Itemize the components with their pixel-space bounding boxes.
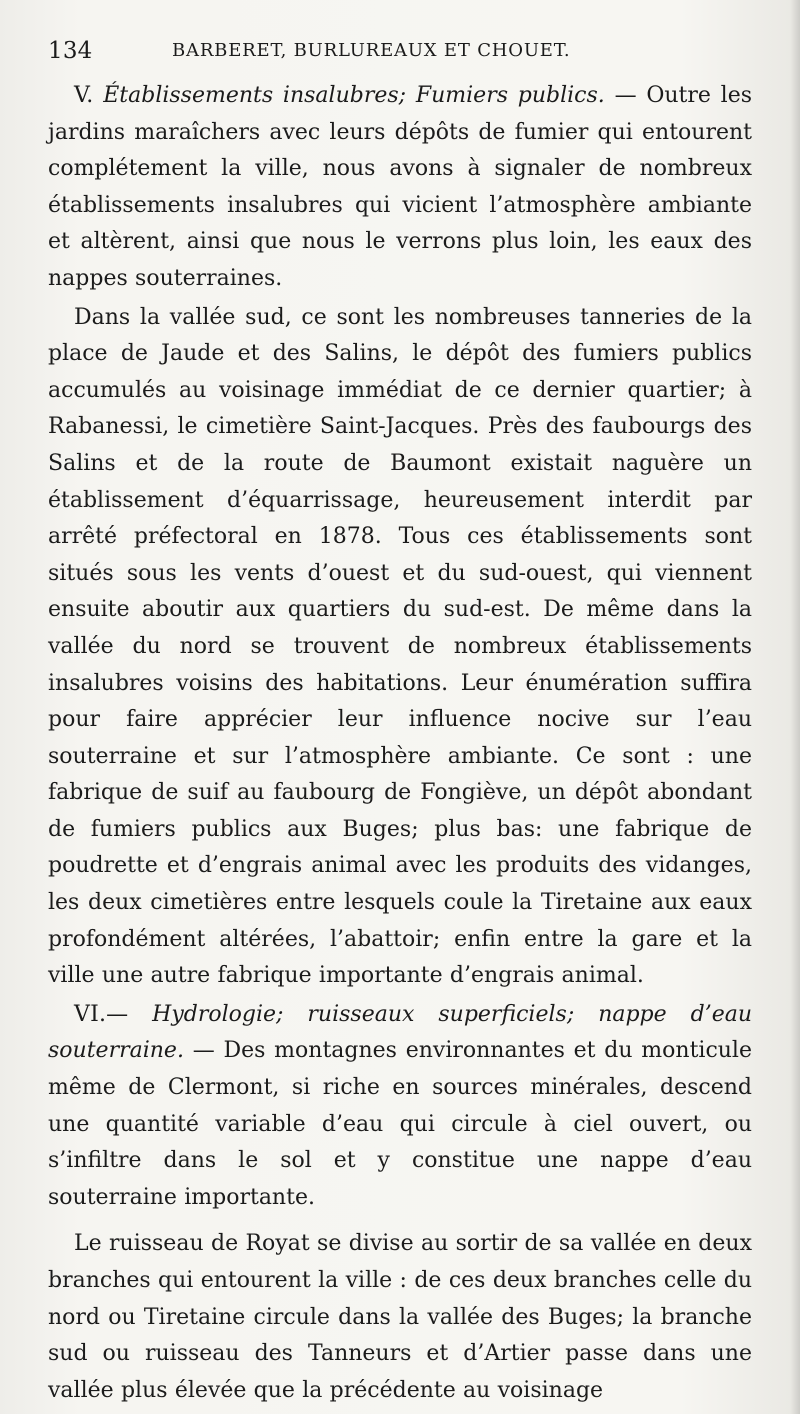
section-vi-paragraph-1: [48, 997, 752, 1217]
section-vi-body-2: Le ruisseau de Royat se divise au sortir de sa vallée en deux branches qui entourent la ville : de ces deux branches celle du nord ou Tiretaine circule dans la vallée des Buges; la branche sud ou ruisseau des Tanneurs et d’Artier passe dans une vallée plus élevée que la précédente au voisinage: [48, 1231, 752, 1403]
section-v-paragraph-2: [48, 300, 752, 995]
section-v-paragraph-1: [48, 78, 752, 298]
body-text: [48, 78, 752, 1411]
section-vi-body-1: — Des montagnes environnantes et du monticule même de Clermont, si riche en sources minérales, descend une quantité variable d’eau qui circule à ciel ouvert, ou s’infiltre dans le sol et y constitue une nappe d’eau souterraine importante.: [48, 1038, 752, 1210]
section-vi-title: Hydrologie; ruisseaux superficiels; nappe d’eau souterraine.: [48, 1001, 752, 1064]
section-v-body-1: — Outre les jardins maraîchers avec leurs dépôts de fumier qui entourent complétement la ville, nous avons à signaler de nombreux établissements insalubres qui vicient l’atmosphère ambiante et altèrent, ainsi que nous le verrons plus loin, les eaux des nappes souterraines.: [48, 83, 753, 291]
page-number: 134: [48, 38, 93, 64]
section-vi-number: VI.: [74, 1001, 107, 1027]
running-header: [48, 36, 748, 70]
page-edge-shadow: [790, 0, 800, 1414]
section-v-title: Établissements insalubres; Fumiers publics.: [103, 83, 605, 108]
running-title: BARBERET, BURLUREAUX ET CHOUET.: [172, 40, 571, 61]
section-v-number: V.: [74, 83, 94, 108]
section-vi-dash: —: [106, 1001, 129, 1027]
section-vi-paragraph-2: [48, 1226, 752, 1409]
section-v-body-2: Dans la vallée sud, ce sont les nombreuses tanneries de la place de Jaude et des Salins, le dépôt des fumiers publics accumulés au voisinage immédiat de ce dernier quartier; à Rabanessi, le cimetière Saint-Jacques. Près des faubourgs des Salins et de la route de Baumont existait naguère un établissement d’équarrissage, heureusement interdit par arrêté préfectoral en 1878. Tous ces établissements sont situés sous les vents d’ouest et du sud-ouest, qui viennent ensuite aboutir aux quartiers du sud-est. De même dans la vallée du nord se trouvent de nombreux établissements insalubres voisins des habitations. Leur énumération suffira pour faire apprécier leur influence nocive sur l’eau souterraine et sur l’atmosphère ambiante. Ce sont : une fabrique de suif au faubourg de Fongiève, un dépôt abondant de fumiers publics aux Buges; plus bas: une fabrique de poudrette et d’engrais animal avec les produits des vidanges, les deux cimetières entre lesquels coule la Tiretaine aux eaux profondément altérées, l’abattoir; enfin entre la gare et la ville une autre fabrique importante d’engrais animal.: [48, 304, 752, 989]
